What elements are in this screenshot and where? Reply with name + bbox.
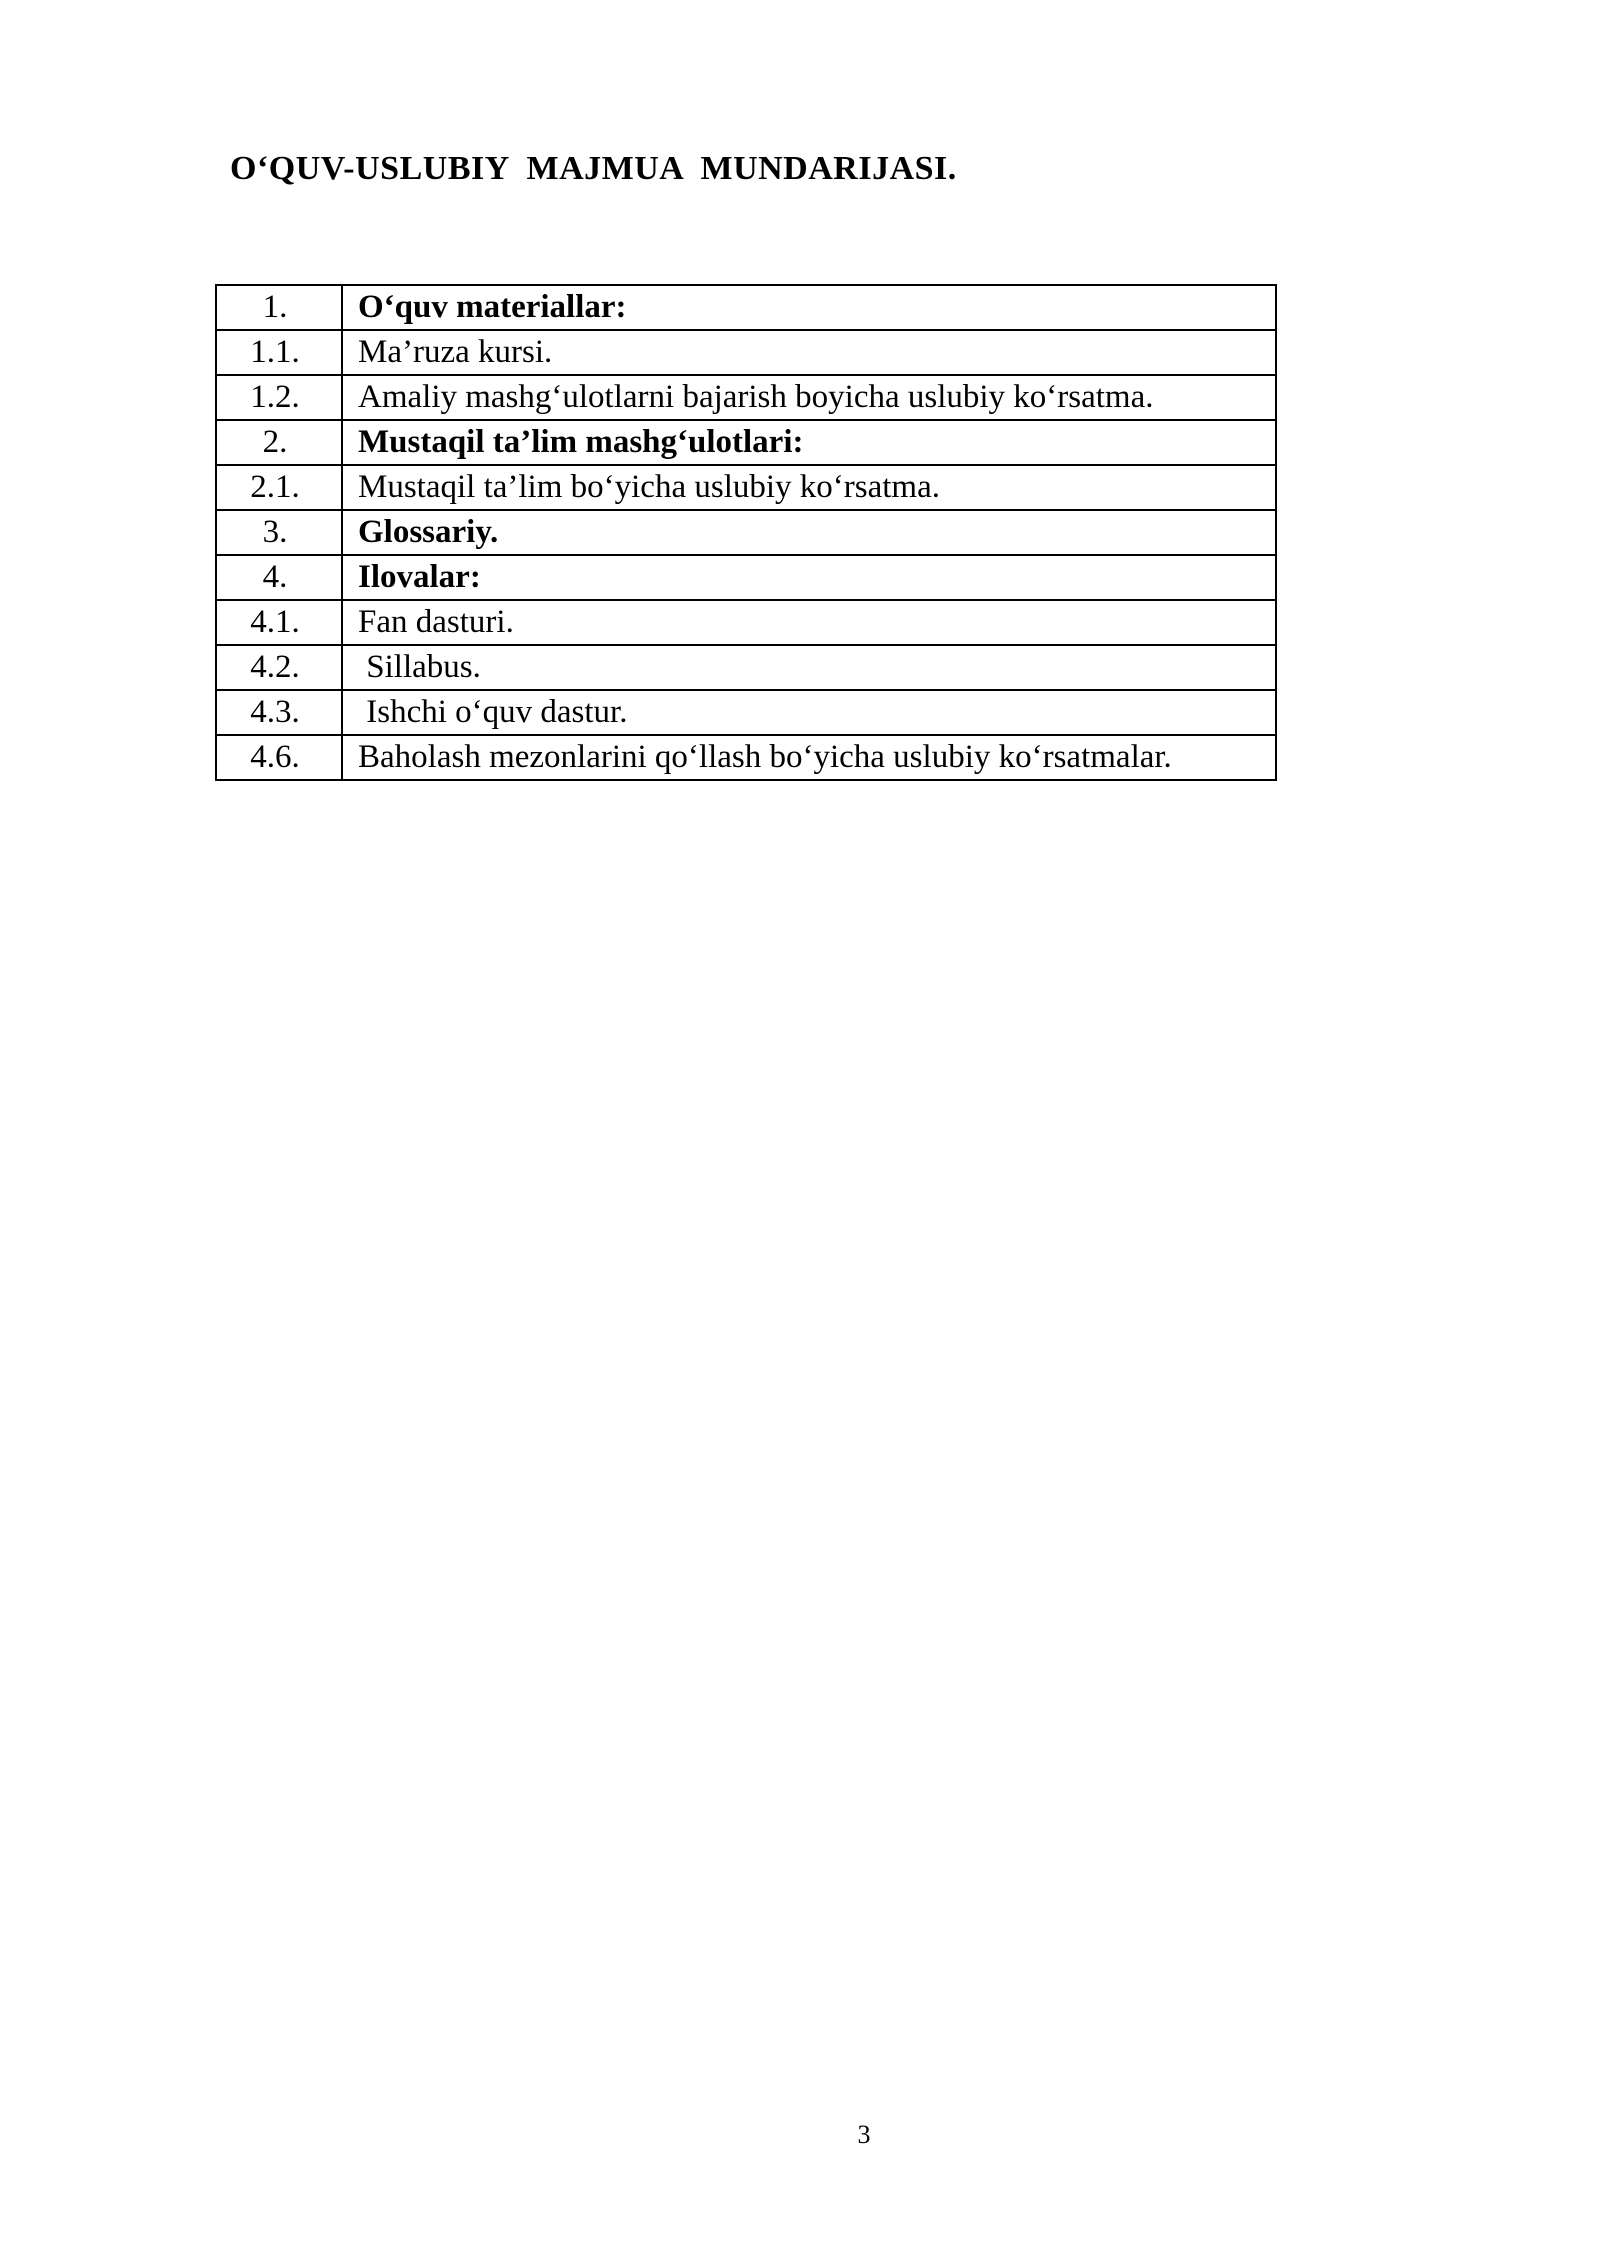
toc-number: 4.1. <box>216 600 342 645</box>
table-row <box>216 645 1276 690</box>
toc-title: Mustaqil ta’lim mashg‘ulotlari: <box>342 420 1276 465</box>
toc-number: 1.2. <box>216 375 342 420</box>
page-title: O‘QUV-USLUBIY MAJMUA MUNDARIJASI. <box>230 150 957 187</box>
page-number: 3 <box>857 2120 871 2149</box>
table-of-contents <box>215 284 1277 781</box>
table-row <box>216 375 1276 420</box>
toc-number: 4.3. <box>216 690 342 735</box>
toc-title: Baholash mezonlarini qo‘llash bo‘yicha uslubiy ko‘rsatmalar. <box>342 735 1276 780</box>
table-row <box>216 465 1276 510</box>
toc-title: Glossariy. <box>342 510 1276 555</box>
toc-title: Ma’ruza kursi. <box>342 330 1276 375</box>
table-row <box>216 420 1276 465</box>
table-row <box>216 555 1276 600</box>
table-row <box>216 600 1276 645</box>
toc-title: O‘quv materiallar: <box>342 285 1276 330</box>
toc-number: 1.1. <box>216 330 342 375</box>
table-row <box>216 330 1276 375</box>
table-row <box>216 735 1276 780</box>
toc-number: 4.2. <box>216 645 342 690</box>
toc-title: Ilovalar: <box>342 555 1276 600</box>
toc-title: Mustaqil ta’lim bo‘yicha uslubiy ko‘rsatma. <box>342 465 1276 510</box>
table-row <box>216 285 1276 330</box>
toc-number: 2.1. <box>216 465 342 510</box>
toc-number: 4. <box>216 555 342 600</box>
toc-number: 2. <box>216 420 342 465</box>
table-row <box>216 690 1276 735</box>
toc-title: Sillabus. <box>342 645 1276 690</box>
table-row <box>216 510 1276 555</box>
toc-number: 4.6. <box>216 735 342 780</box>
toc-title: Fan dasturi. <box>342 600 1276 645</box>
toc-number: 3. <box>216 510 342 555</box>
toc-title: Ishchi o‘quv dastur. <box>342 690 1276 735</box>
toc-title: Amaliy mashg‘ulotlarni bajarish boyicha uslubiy ko‘rsatma. <box>342 375 1276 420</box>
toc-number: 1. <box>216 285 342 330</box>
